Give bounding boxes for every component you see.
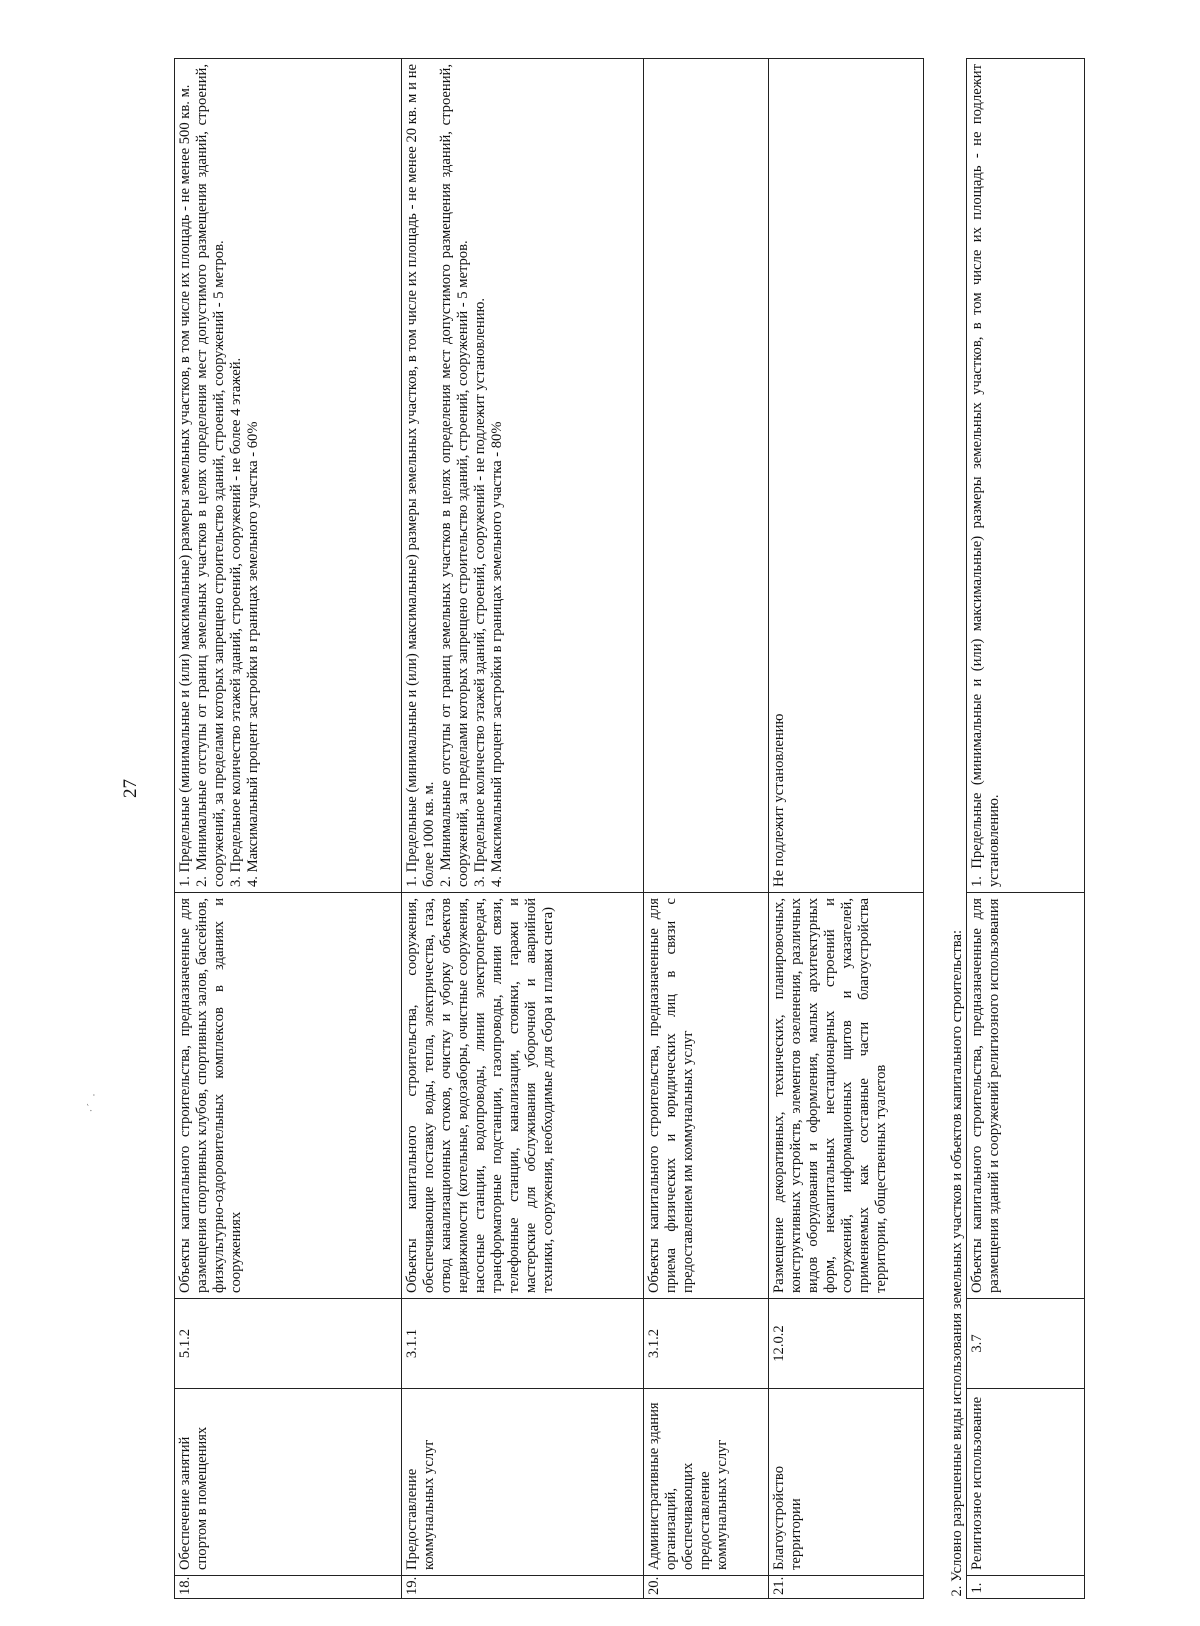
section-heading-row bbox=[946, 59, 967, 1599]
use-type-code: 3.1.1 bbox=[402, 1299, 644, 1389]
parameter-item: 1. Предельные (минимальные и (или) максимальные) размеры земельных участков, в том числе их площадь - не подлежит установлению. bbox=[969, 64, 1002, 887]
parameter-item: 1. Предельные (минимальные и (или) максимальные) размеры земельных участков, в том числе их площадь - не менее 20 кв. м и не более 1000 кв. м. bbox=[404, 64, 437, 887]
table-row bbox=[175, 59, 402, 1599]
row-number: 21. bbox=[769, 1576, 924, 1599]
table-row bbox=[769, 59, 924, 1599]
use-type-description: Объекты капитального строительства, предназначенные для размещения спортивных клубов, спортивных залов, бассейнов, физкультурно-оздоровительных комплексов в зданиях и сооружениях bbox=[175, 893, 402, 1299]
parameter-item: 2. Минимальные отступы от границ земельных участков в целях определения мест допустимого размещения зданий, строений, сооружений, за пределами которых запрещено строительство зданий, строений, сооружений - 5 метров. bbox=[438, 64, 471, 887]
parameter-item: 4. Максимальный процент застройки в границах земельного участка - 80% bbox=[489, 421, 505, 887]
table-row bbox=[402, 59, 644, 1599]
parameters-cell bbox=[769, 59, 924, 893]
parameter-item: 3. Предельное количество этажей зданий, строений, сооружений - не более 4 этажей. bbox=[228, 357, 244, 887]
table-row bbox=[644, 59, 769, 1599]
parameter-item: 2. Минимальные отступы от границ земельных участков в целях определения мест допустимого размещения зданий, строений, сооружений, за пределами которых запрещено строительство зданий, строений, сооружений - 5 метров. bbox=[194, 64, 227, 887]
use-type-name: Религиозное использование bbox=[967, 1389, 1085, 1576]
parameter-item: 3. Предельное количество этажей зданий, строений, сооружений - не подлежит установлению. bbox=[472, 297, 488, 887]
table-row bbox=[967, 59, 1085, 1599]
page-number: 27 bbox=[120, 779, 141, 798]
use-type-name: Обеспечение занятий спортом в помещениях bbox=[175, 1389, 402, 1576]
parameter-item: 4. Максимальный процент застройки в границах земельного участка - 60% bbox=[245, 421, 261, 887]
use-type-code: 5.1.2 bbox=[175, 1299, 402, 1389]
parameter-item: 1. Предельные (минимальные и (или) максимальные) размеры земельных участков, в том числе их площадь - не менее 500 кв. м. bbox=[177, 84, 193, 887]
use-type-name: Предоставление коммунальных услуг bbox=[402, 1389, 644, 1576]
use-type-description: Размещение декоративных, технических, планировочных, конструктивных устройств, элементов озеленения, различных видов оборудования и оформления, малых архитектурных форм, некапитальных нестационарных строений и сооружений, информационных щитов и указателей, применяемых как составные части благоустройства территории, общественных туалетов bbox=[769, 893, 924, 1299]
parameters-cell bbox=[175, 59, 402, 893]
row-number: 19. bbox=[402, 1576, 644, 1599]
land-use-table bbox=[174, 58, 1085, 1599]
parameters-cell bbox=[402, 59, 644, 893]
section-title: 2. Условно разрешенные виды использования земельных участков и объектов капитального строительства: bbox=[949, 929, 965, 1597]
parameters-cell bbox=[644, 59, 769, 893]
rotated-table-container bbox=[174, 59, 1189, 1599]
use-type-code: 12.0.2 bbox=[769, 1299, 924, 1389]
scan-mark: ·´ . bbox=[85, 1091, 98, 1113]
use-type-description: Объекты капитального строительства, сооружения, обеспечивающие поставку воды, тепла, электричества, газа, отвод канализационных стоков, очистку и уборку объектов недвижимости (котельные, водозаборы, очистные сооружения, насосные станции, водопроводы, линии электропередач, трансформаторные подстанции, газопроводы, линии связи, телефонные станции, канализации, стоянки, гаражи и мастерские для обслуживания уборочной и аварийной техники, сооружения, необходимые для сбора и плавки снега) bbox=[402, 893, 644, 1299]
row-number: 18. bbox=[175, 1576, 402, 1599]
use-type-description: Объекты капитального строительства, предназначенные для приема физических и юридических лиц в связи с предоставлением им коммунальных услуг bbox=[644, 893, 769, 1299]
parameter-item: Не подлежит установлению bbox=[771, 713, 787, 887]
row-number: 20. bbox=[644, 1576, 769, 1599]
section-divider bbox=[924, 59, 947, 1599]
use-type-name: Административные здания организаций, обеспечивающих предоставление коммунальных услуг bbox=[644, 1389, 769, 1576]
use-type-code: 3.1.2 bbox=[644, 1299, 769, 1389]
use-type-name: Благоустройство территории bbox=[769, 1389, 924, 1576]
use-type-description: Объекты капитального строительства, предназначенные для размещения зданий и сооружений религиозного использования bbox=[967, 893, 1085, 1299]
use-type-code: 3.7 bbox=[967, 1299, 1085, 1389]
parameters-cell bbox=[967, 59, 1085, 893]
row-number: 1. bbox=[967, 1576, 1085, 1599]
